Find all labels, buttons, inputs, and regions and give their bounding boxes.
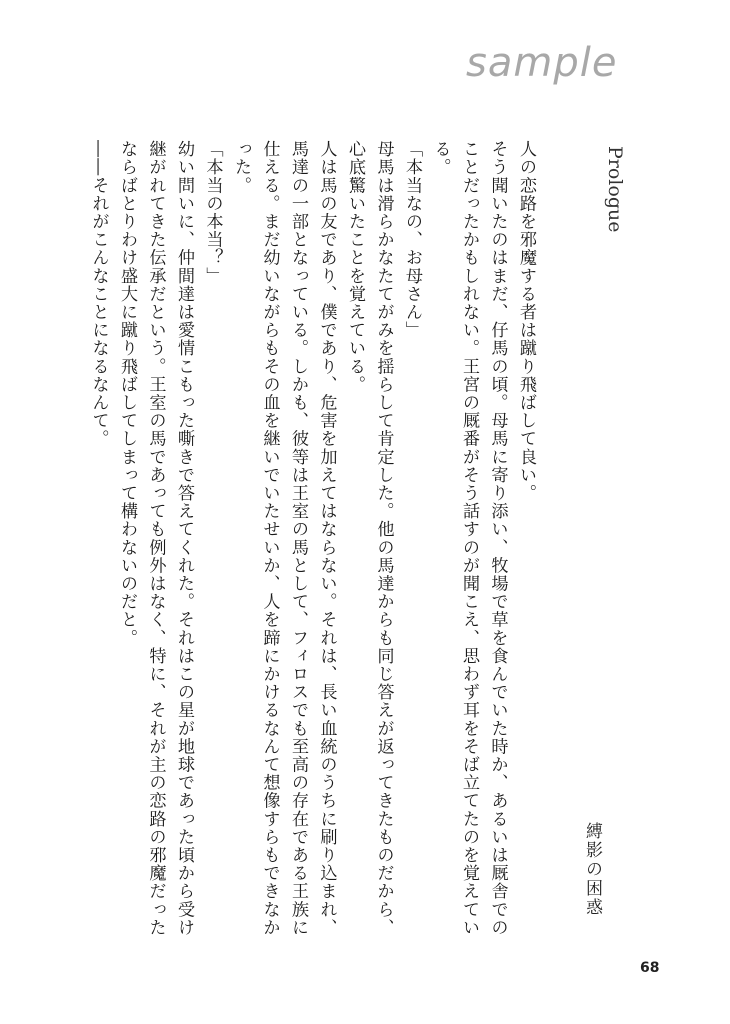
paragraph: 母馬は滑らかなたてがみを揺らして肯定した。他の馬達からも同じ答えが返ってきたものだから、心底驚いたことを覚えている。 [345, 140, 394, 937]
page-number: 68 [640, 960, 660, 976]
paragraph: 「本当の本当？」 [202, 140, 223, 285]
paragraph: 人の恋路を邪魔する者は蹴り飛ばして良い。 [516, 140, 536, 502]
paragraph: 人は馬の友であり、僕であり、危害を加えてはならない。それは、長い血統のうちに刷り込まれ、馬達の一部となっている。しかも、彼等は王室の馬として、フィロスでも至高の存在である王族に仕える。まだ幼いながらもその血を継いでいたせいか、人を蹄にかけるなんて想像すらもできなかった。 [231, 140, 337, 937]
paragraph: そう聞いたのはまだ、仔馬の頃。母馬に寄り添い、牧場で草を食んでいた時か、あるいは厩舎でのことだったかもしれない。王宮の厩番がそう話すのが聞こえ、思わず耳をそば立てたのを覚えている。 [430, 140, 508, 937]
paragraph: 幼い問いに、仲間達は愛情こもった嘶きで答えてくれた。それはこの星が地球であった頃から受け継がれてきた伝承だという。王室の馬であっても例外はなく、特に、それが主の恋路の邪魔だったならばとりわけ盛大に蹴り飛ばしてしまって構わないのだと。 [117, 140, 194, 937]
body-text [88, 140, 540, 940]
watermark-text: sample [466, 40, 618, 86]
paragraph: 「本当なの、お母さん」 [402, 140, 422, 340]
paragraph: ――それがこんなことになるなんて。 [88, 140, 109, 448]
chapter-title: 縛影の困惑 [582, 822, 602, 917]
running-title: Prologue [604, 146, 626, 233]
